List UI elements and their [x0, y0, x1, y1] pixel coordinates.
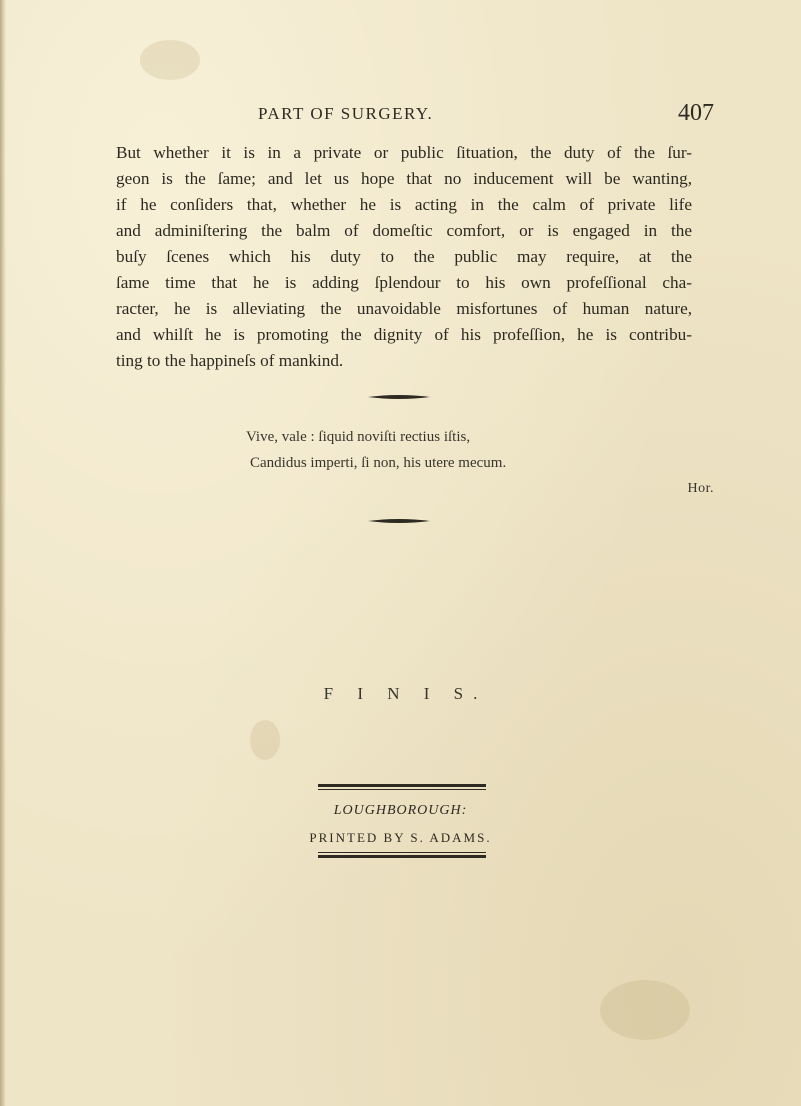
body-line: buſy ſcenes which his duty to the public may require, at the [116, 247, 692, 266]
quote-line-1: Vive, vale : ſiquid noviſti rectius iſtis, [246, 429, 471, 445]
running-head [258, 100, 718, 134]
ornament-divider-top [368, 394, 430, 400]
imprint-rule-top [318, 784, 486, 787]
finis-heading: F I N I S. [323, 684, 488, 703]
body-paragraph [116, 140, 692, 374]
paper-stain [250, 720, 280, 760]
body-line: But whether it is in a private or public ſituation, the duty of the ſur- [116, 143, 692, 162]
quote-attribution: Hor. [687, 481, 714, 496]
paper-stain [140, 40, 200, 80]
body-line: ting to the happineſs of mankind. [116, 351, 344, 370]
imprint-rule-bottom [318, 855, 486, 858]
imprint-place: LOUGHBOROUGH: [333, 803, 468, 818]
body-line: and adminiſtering the balm of domeſtic comfort, or is engaged in the [116, 221, 692, 240]
page-number: 407 [678, 100, 714, 126]
ornament-divider-bottom [368, 518, 430, 524]
page-gutter-shadow [0, 0, 6, 1106]
body-line: racter, he is alleviating the unavoidable misfortunes of human nature, [116, 299, 692, 318]
imprint-rule-bottom-thin [318, 852, 486, 853]
running-title: PART OF SURGERY. [258, 104, 434, 123]
imprint-rule-top-thin [318, 789, 486, 790]
body-line: and whilſt he is promoting the dignity of his profeſſion, he is contribu- [116, 325, 692, 344]
body-line: ſame time that he is adding ſplendour to his own profeſſional cha- [116, 273, 692, 292]
latin-quotation [246, 424, 716, 502]
paper-stain [600, 980, 690, 1040]
imprint-printer: PRINTED BY S. ADAMS. [309, 830, 492, 845]
quote-line-2: Candidus imperti, ſi non, his utere mecum. [250, 455, 507, 471]
body-line: if he conſiders that, whether he is acting in the calm of private life [116, 195, 692, 214]
body-line: geon is the ſame; and let us hope that no inducement will be wanting, [116, 169, 692, 188]
